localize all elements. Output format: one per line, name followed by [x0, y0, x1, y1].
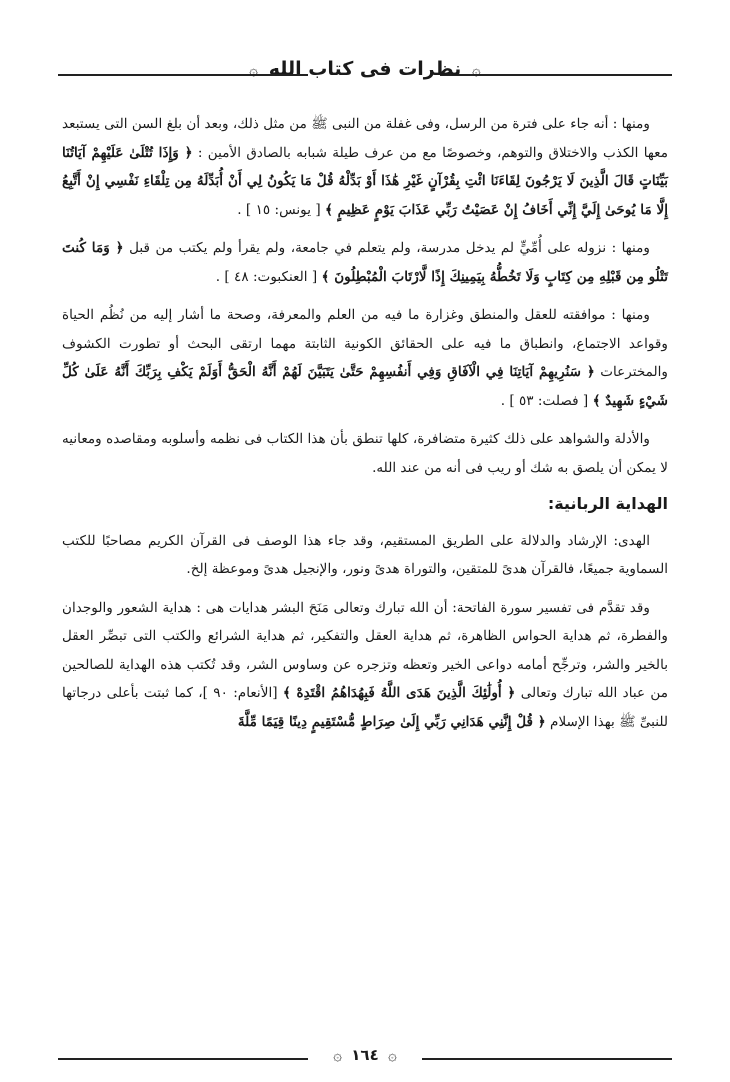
- paragraph-text: وقد تقدَّم فى تفسير سورة الفاتحة: أن الله تبارك وتعالى مَنَحَ البشر هدايات هى : هداية الشعور والوجدان والفطرة، ثم هداية الحواس الظاهرة، ثم هداية العقل والتفكير، ثم هداية الشرائع والكتب التى تبصِّر العقل بالخير والشر، وترجِّح أمامه دواعى الخير وتعظه وتزجره عن وساوس الشر، وقد تُكتب هذه الهداية للصالحين من عباد الله تبارك وتعالى: [62, 599, 668, 701]
- page-body: [62, 110, 668, 746]
- verse-reference: [ العنكبوت: ٤٨ ] .: [215, 268, 322, 285]
- paragraph: [62, 594, 668, 737]
- paragraph: [62, 110, 668, 224]
- paragraph: [62, 301, 668, 415]
- running-header: [58, 56, 672, 86]
- ornament-icon: ۞: [333, 1046, 343, 1064]
- verse-reference: [ فصلت: ٥٣ ] .: [500, 392, 593, 409]
- footer-rule-left: [58, 1058, 308, 1060]
- quran-verse: ﴿ قُلْ إِنَّنِي هَدَانِي رَبِّي إِلَىٰ صِرَاطٍ مُّسْتَقِيمٍ دِينًا قِيَمًا مِّلَّةَ: [237, 713, 546, 730]
- verse-reference: [ يونس: ١٥ ] .: [237, 201, 325, 218]
- quran-verse: ﴿ أُولَٰئِكَ الَّذِينَ هَدَى اللَّهُ فَبِهُدَاهُمُ اقْتَدِهْ ﴾: [282, 685, 516, 701]
- paragraph-text: الهدى: الإرشاد والدلالة على الطريق المستقيم، وقد جاء هذا الوصف فى القرآن الكريم مصاحبًا للكتب السماوية جميعًا، فالقرآن هدىً للمتقين، والتوراة هدىً ونور، والإنجيل هدىً وموعظة إلخ.: [62, 532, 668, 577]
- ornament-icon: ۞: [387, 1046, 397, 1064]
- paragraph-text: والأدلة والشواهد على ذلك كثيرة متضافرة، كلها تنطق بأن هذا الكتاب فى نظمه وأسلوبه ومقاصده ومعانيه لا يمكن أن يلصق به شك أو ريب فى أنه من عند الله.: [62, 431, 668, 476]
- paragraph: [62, 234, 668, 291]
- ornament-icon: ۞: [471, 61, 481, 79]
- paragraph-text: ومنها : موافقته للعقل والمنطق وغزارة ما فيه من العلم والمعرفة، وصحة ما أشار إليه من نُظُم الحياة وقواعد الاجتماع، وانطباق ما فيه على الحقائق الكونية الثابتة مهما ارتقى البحث أو تطورت الكشوف والمخترعات: [62, 307, 668, 380]
- quran-verse: ﴿ سَنُرِيهِمْ آيَاتِنَا فِي الْآفَاقِ وَفِي أَنفُسِهِمْ حَتَّىٰ يَتَبَيَّنَ لَهُمْ أَنَّهُ الْحَقُّ أَوَلَمْ يَكْفِ بِرَبِّكَ أَنَّهُ عَلَىٰ كُلِّ شَيْءٍ شَهِيدٌ ﴾: [62, 364, 668, 409]
- page-number-wrap: [329, 1046, 401, 1064]
- footer-rule-right: [422, 1058, 672, 1060]
- paragraph: [62, 527, 668, 584]
- quran-verse: ﴿ وَمَا كُنتَ تَتْلُو مِن قَبْلِهِ مِن كِتَابٍ وَلَا تَخُطُّهُ بِيَمِينِكَ إِذًا لَّارْتَابَ الْمُبْطِلُونَ ﴾: [62, 240, 668, 285]
- paragraph: [62, 425, 668, 482]
- paragraph-text: ومنها : أنه جاء على فترة من الرسل، وفى غفلة من النبى ﷺ من مثل ذلك، وبعد أن بلغ السن التى يستبعد معها الكذب والاختلاق والتوهم، وخصوصًا مع من عرف طيلة شبابه بالصادق الأمين :: [62, 116, 668, 161]
- header-title-wrap: [245, 58, 484, 80]
- page-footer: [58, 1046, 672, 1072]
- paragraph-text: ومنها : نزوله على أُمِّيٍّ لم يدخل مدرسة، ولم يتعلم في جامعة، ولم يقرأ ولم يكتب من قبل: [123, 240, 650, 256]
- quran-verse: ﴿ وَإِذَا تُتْلَىٰ عَلَيْهِمْ آيَاتُنَا بَيِّنَاتٍ قَالَ الَّذِينَ لَا يَرْجُونَ لِقَاءَنَا ائْتِ بِقُرْآنٍ غَيْرِ هَٰذَا أَوْ بَدِّلْهُ قُلْ مَا يَكُونُ لِي أَنْ أُبَدِّلَهُ مِن تِلْقَاءِ نَفْسِي إِنْ أَتَّبِعُ إِلَّا مَا يُوحَىٰ إِلَيَّ إِنِّي أَخَافُ إِنْ عَصَيْتُ رَبِّي عَذَابَ يَوْمٍ عَظِيمٍ ﴾: [62, 144, 668, 218]
- ornament-icon: ۞: [249, 61, 259, 79]
- paragraph-text: [الأنعام: ٩٠ ]، كما ثبتت بأعلى درجاتها للنبىِّ ﷺ بهذا الإسلام: [62, 685, 668, 730]
- header-rule-left: [58, 74, 308, 76]
- page-number: ١٦٤: [351, 1046, 379, 1064]
- section-heading: الهداية الربانية:: [547, 494, 668, 513]
- header-title: نظرات فى كتاب الله: [268, 58, 462, 80]
